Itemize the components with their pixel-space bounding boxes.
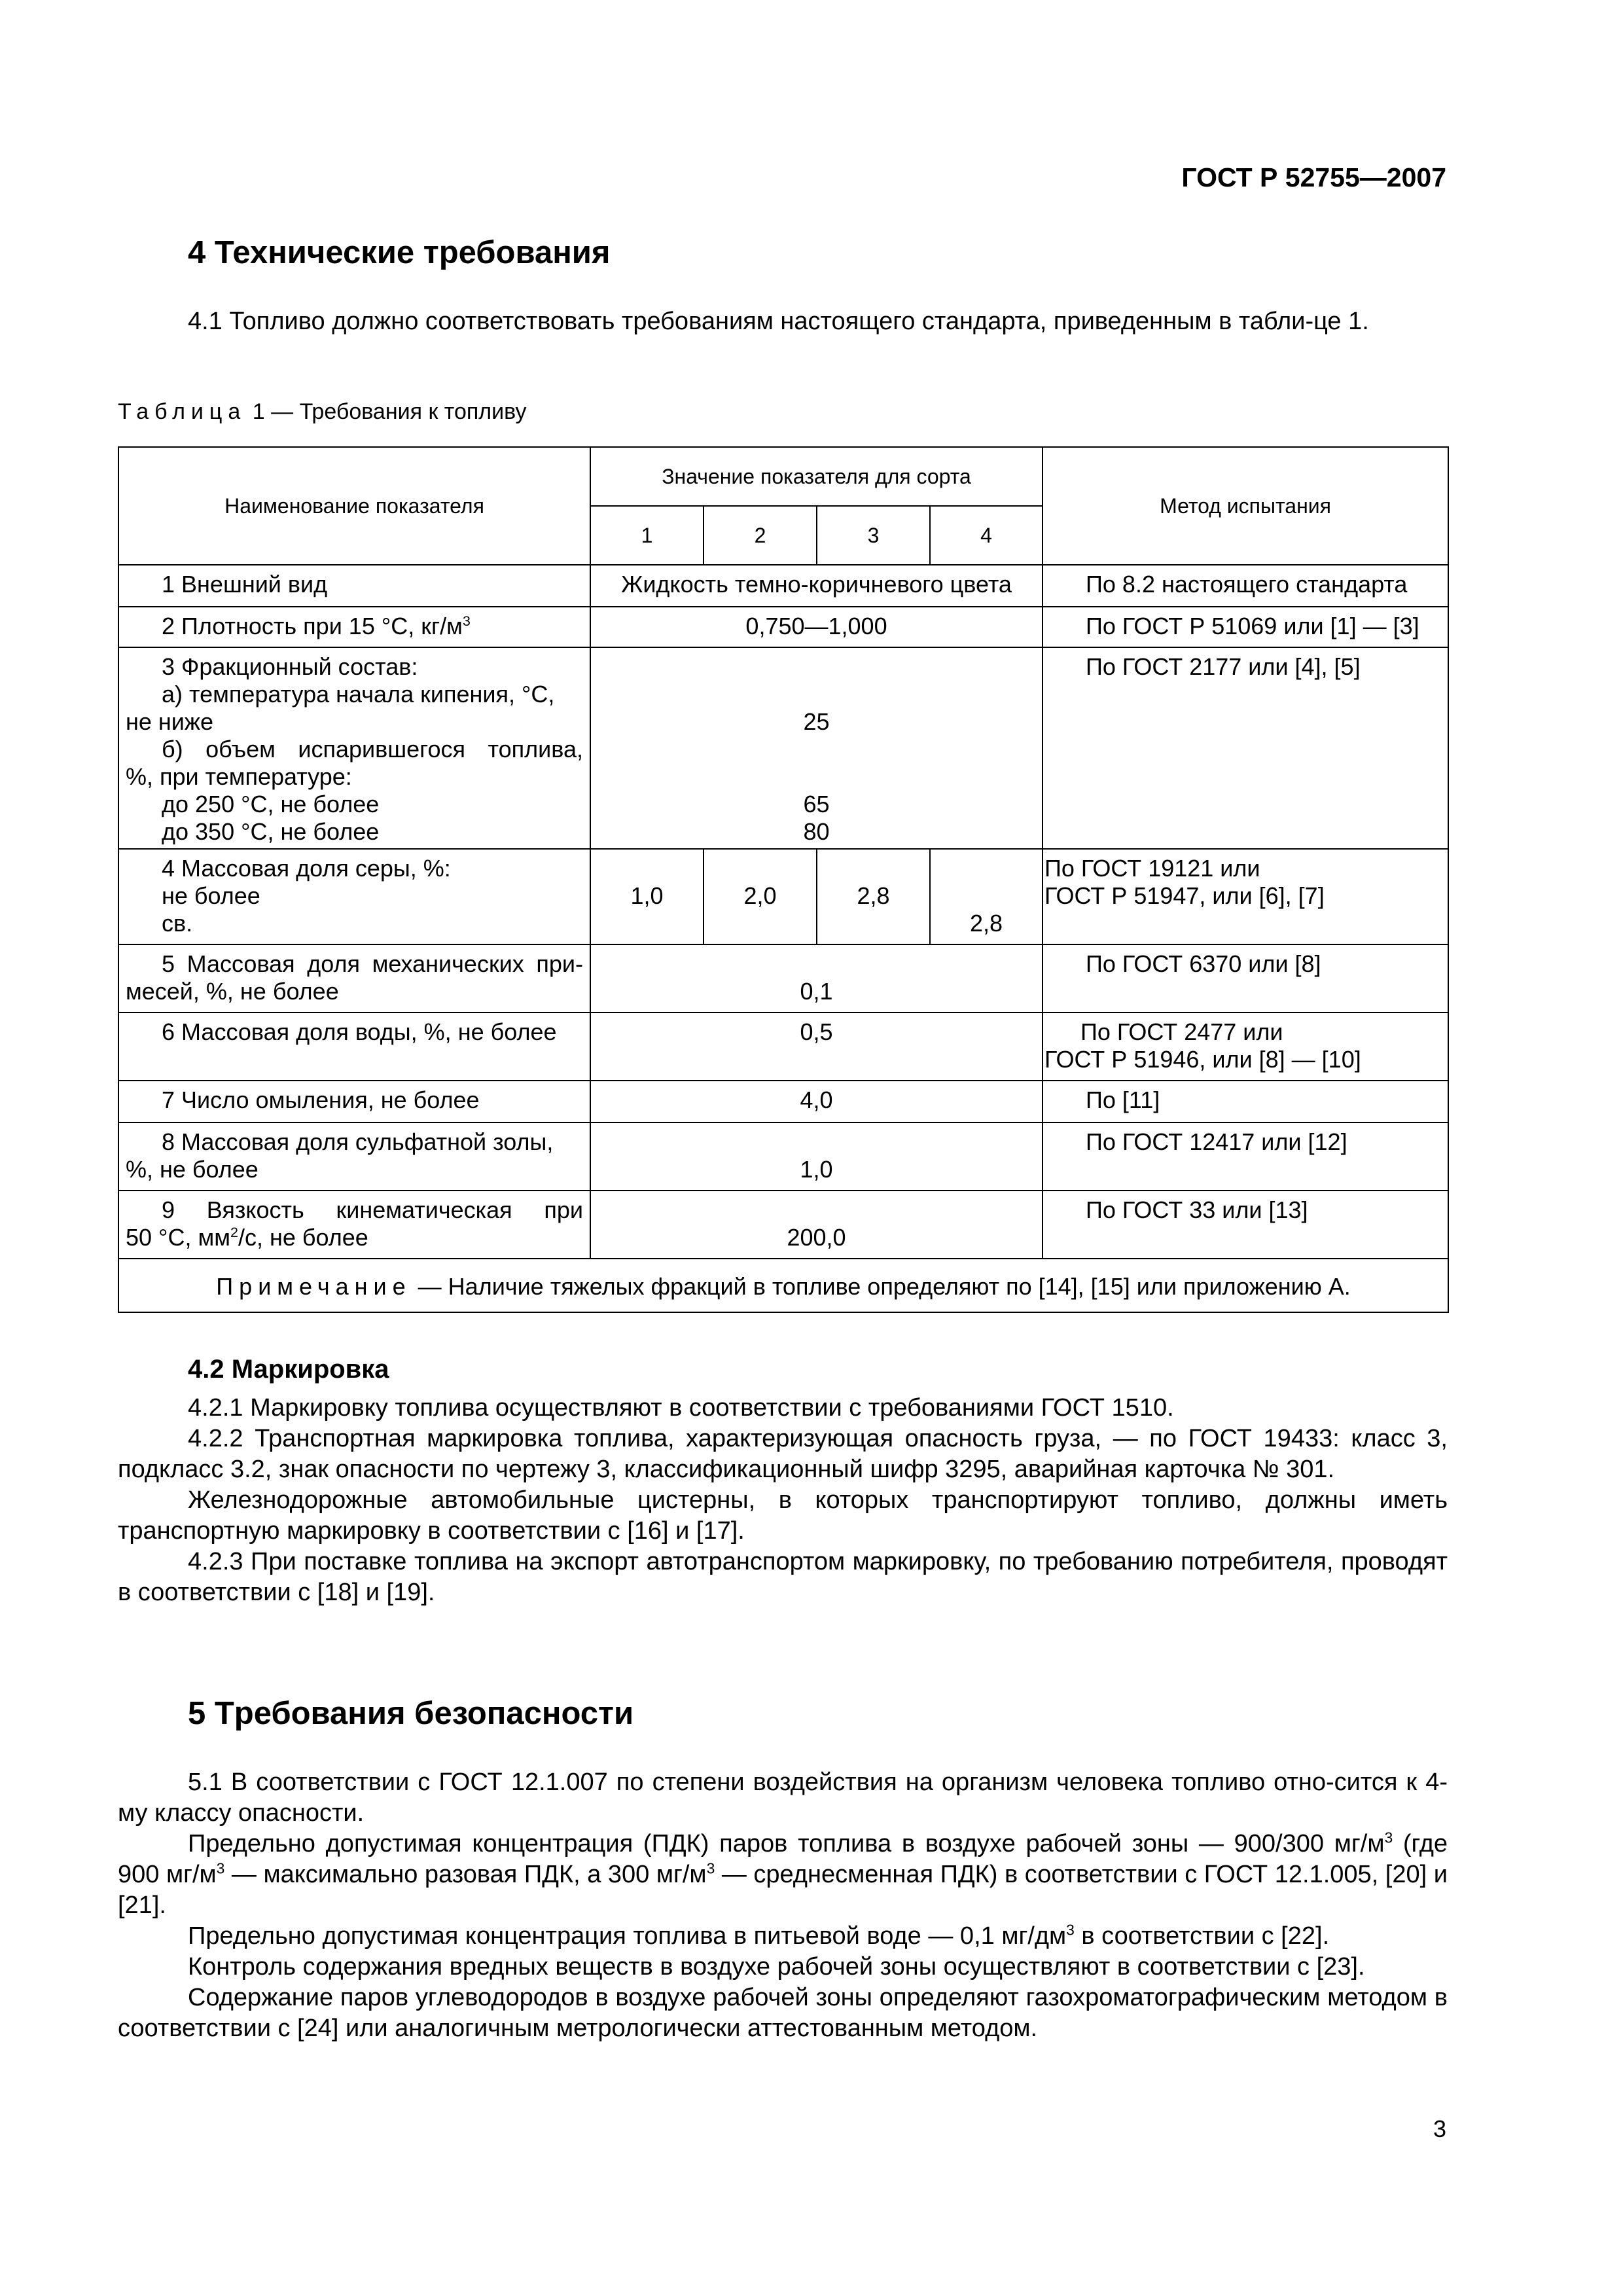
paragraph-control: Контроль содержания вредных веществ в воздухе рабочей зоны осуществляют в соответствии с [23]. (188, 1953, 1365, 1981)
header-grade-4: 4 (930, 506, 1043, 565)
row-method: По ГОСТ 6370 или [8] (1043, 944, 1448, 1013)
table-row (118, 1122, 1448, 1191)
table-header-row (118, 447, 1448, 506)
paragraph-5-1: 5.1 В соответствии с ГОСТ 12.1.007 по степени воздействия на организм человека топливо отно-сится к 4-му классу опасности. (118, 1768, 1448, 1827)
paragraph-vapor: Содержание паров углеводородов в воздухе рабочей зоны определяют газохроматографическим методом в соответствии с [24] или аналогичным метрологически аттестованным методом. (118, 1984, 1448, 2042)
row-value: Жидкость темно-коричневого цвета (590, 565, 1043, 607)
row-value-grade-4: 2,8 (930, 849, 1043, 944)
row-value: 0,5 (590, 1013, 1043, 1081)
header-method: Метод испытания (1043, 447, 1448, 565)
row-method: По 8.2 настоящего стандарта (1043, 565, 1448, 607)
table-caption-label: Таблица (118, 399, 247, 424)
paragraph-4-2-3: 4.2.3 При поставке топлива на экспорт автотранспортом маркировку, по требованию потребителя, проводят в соответствии с [18] и [19]. (118, 1548, 1448, 1606)
document-header: ГОСТ Р 52755—2007 (1181, 162, 1446, 192)
row-method: По ГОСТ 2177 или [4], [5] (1043, 647, 1448, 849)
table-note: Примечание — Наличие тяжелых фракций в топливе определяют по [14], [15] или приложению А. (118, 1259, 1448, 1312)
row-value: 25 65 80 (590, 647, 1043, 849)
header-grade-1: 1 (590, 506, 704, 565)
row-value: 1,0 (590, 1122, 1043, 1191)
row-method: По ГОСТ Р 51069 или [1] — [3] (1043, 607, 1448, 647)
row-name: 6 Массовая доля воды, %, не более (118, 1013, 590, 1081)
header-value: Значение показателя для сорта (590, 447, 1043, 506)
row-value: 4,0 (590, 1081, 1043, 1122)
row-value: 0,750—1,000 (590, 607, 1043, 647)
paragraph-4-2-1: 4.2.1 Маркировку топлива осуществляют в соответствии с требованиями ГОСТ 1510. (188, 1394, 1174, 1422)
section-4-2-title: 4.2 Маркировка (188, 1355, 389, 1384)
table-row (118, 647, 1448, 849)
table-note-row (118, 1259, 1448, 1312)
row-name: 1 Внешний вид (118, 565, 590, 607)
row-name: 7 Число омыления, не более (118, 1081, 590, 1122)
section-5-body (118, 1767, 1448, 2044)
row-name: 9 Вязкость кинематическая при 50 °С, $мм^2/с$, не более (118, 1191, 590, 1259)
table-row (118, 1013, 1448, 1081)
paragraph-4-2-2b: Железнодорожные автомобильные цистерны, в которых транспортируют топливо, должны иметь транспортную маркировку в соответствии с [16] и [17]. (118, 1486, 1448, 1545)
header-grade-2: 2 (704, 506, 817, 565)
section-4-2-body (118, 1393, 1448, 1608)
table-row (118, 849, 1448, 944)
section-4-title: 4 Технические требования (188, 235, 611, 270)
row-value: 200,0 (590, 1191, 1043, 1259)
row-method: По [11] (1043, 1081, 1448, 1122)
table-row (118, 944, 1448, 1013)
row-method: По ГОСТ 19121 или ГОСТ Р 51947, или [6], [7] (1043, 849, 1448, 944)
row-value-grade-1: 1,0 (590, 849, 704, 944)
row-value-grade-3: 2,8 (817, 849, 930, 944)
paragraph-4-1-text: 4.1 Топливо должно соответствовать требованиям настоящего стандарта, приведенным в табли-це 1. (188, 308, 1369, 335)
table-caption (118, 399, 526, 425)
header-grade-3: 3 (817, 506, 930, 565)
requirements-table (118, 446, 1449, 1313)
paragraph-water: Предельно допустимая концентрация топлива в питьевой воде — 0,1 $мг/дм^3$ в соответствии с [22]. (188, 1921, 1330, 1950)
row-method: По ГОСТ 12417 или [12] (1043, 1122, 1448, 1191)
header-name: Наименование показателя (118, 447, 590, 565)
paragraph-pdk: Предельно допустимая концентрация (ПДК) паров топлива в воздухе рабочей зоны — 900/300 $мг/м^3$ (где 900 $мг/м^3$ — максимально разовая ПДК, а 300 $мг/м^3$ — среднесменная ПДК) в соответствии с ГОСТ 12.1.005, [20] и [21]. (118, 1829, 1448, 1919)
row-name: 8 Массовая доля сульфатной золы, %, не более (118, 1122, 590, 1191)
table-row (118, 565, 1448, 607)
paragraph-4-2-2: 4.2.2 Транспортная маркировка топлива, характеризующая опасность груза, — по ГОСТ 19433: класс 3, подкласс 3.2, знак опасности по чертежу 3, классификационный шифр 3295, аварийная карточка № 301. (118, 1425, 1448, 1483)
table-row (118, 607, 1448, 647)
table-row (118, 1191, 1448, 1259)
row-name: 4 Массовая доля серы, %: не более св. (118, 849, 590, 944)
row-value: 0,1 (590, 944, 1043, 1013)
page-number: 3 (1433, 2115, 1446, 2142)
row-method: По ГОСТ 33 или [13] (1043, 1191, 1448, 1259)
row-name: 3 Фракционный состав: а) температура начала кипения, °С, не ниже б) объем испарившегося топлива, %, при температуре: до 250 °С, не более до 350 °С, не более (118, 647, 590, 849)
row-method: По ГОСТ 2477 или ГОСТ Р 51946, или [8] — [10] (1043, 1013, 1448, 1081)
paragraph-4-1 (118, 306, 1448, 337)
row-value-grade-2: 2,0 (704, 849, 817, 944)
row-name: 2 Плотность при 15 °С, $кг/м^3$ (118, 607, 590, 647)
row-name: 5 Массовая доля механических при- месей, %, не более (118, 944, 590, 1013)
section-5-title: 5 Tребования безопасности (188, 1696, 634, 1731)
table-caption-text: 1 — Требования к топливу (252, 399, 527, 424)
table-row (118, 1081, 1448, 1122)
